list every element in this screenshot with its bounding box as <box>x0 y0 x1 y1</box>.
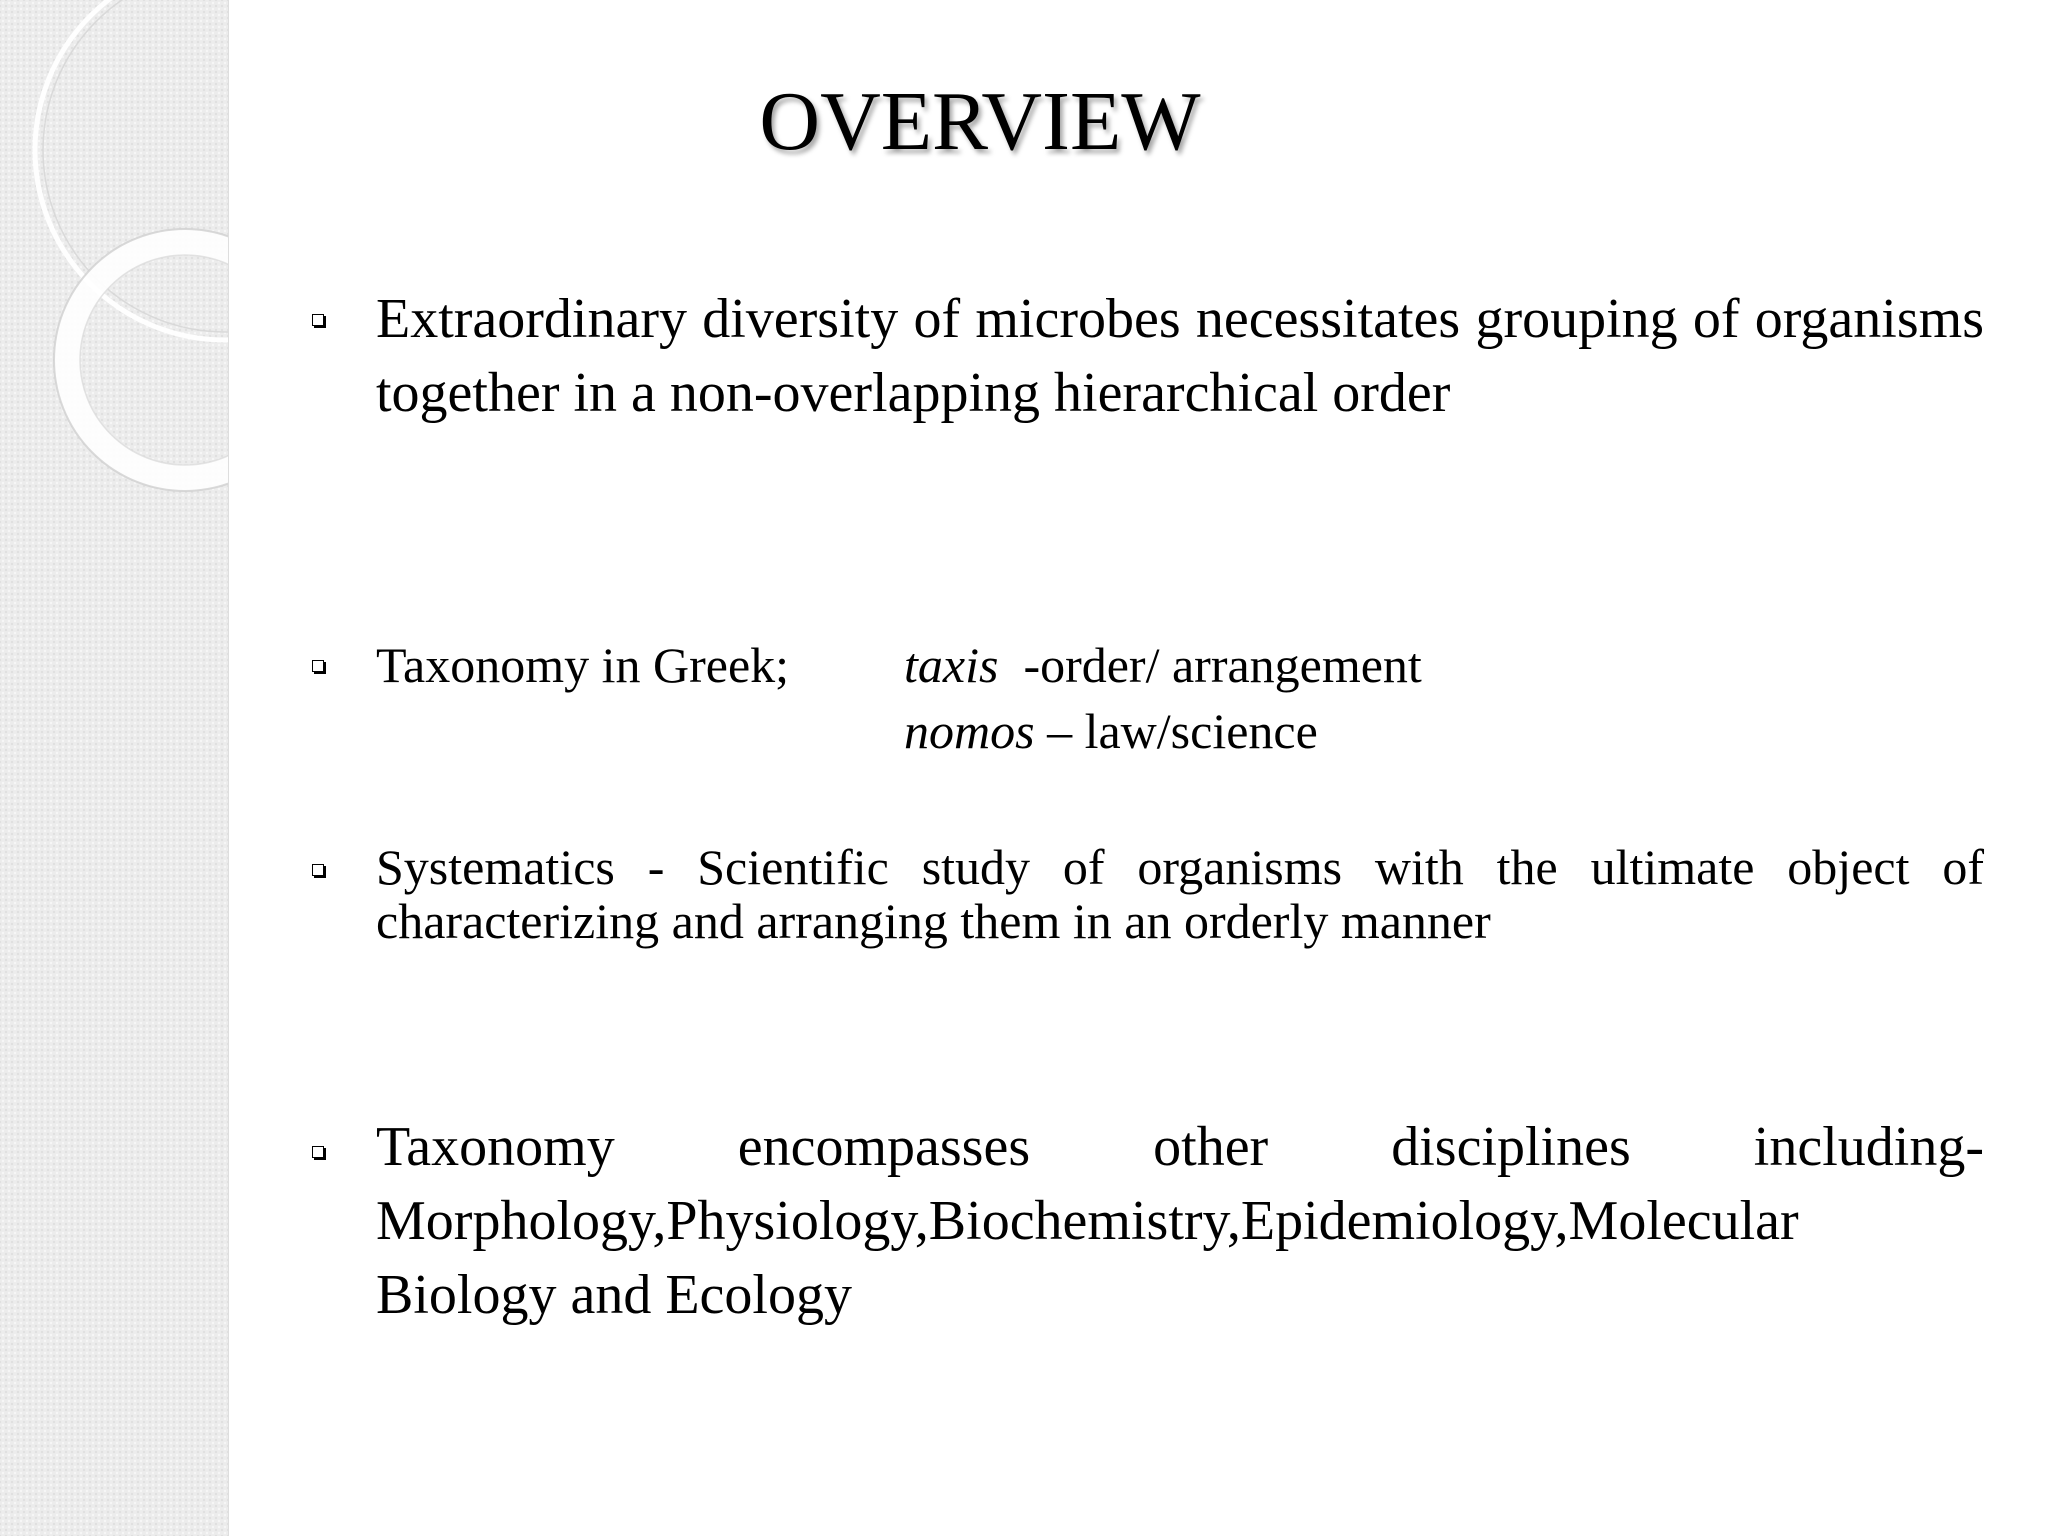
word: Taxonomy <box>376 1116 615 1178</box>
square-bullet-icon <box>312 660 324 672</box>
decorative-rings-graphic <box>0 0 228 520</box>
greek-def-nomos: – law/science <box>1047 703 1318 759</box>
bullet-disciplines <box>376 1110 1984 1332</box>
bullet-diversity-text: Extraordinary diversity of microbes necessitates grouping of organisms together in a non-overlapping hierarchical order <box>376 288 1984 424</box>
disciplines-line-2: Morphology,Physiology,Biochemistry,Epidemiology,Molecular <box>376 1190 1799 1252</box>
greek-row-nomos <box>904 698 1318 764</box>
disciplines-line-3: Biology and Ecology <box>376 1264 852 1326</box>
bullet-taxonomy-greek <box>376 632 1984 759</box>
taxonomy-greek-lead: Taxonomy in Greek; <box>376 637 790 693</box>
word: other <box>1153 1116 1269 1178</box>
square-bullet-icon <box>312 1146 324 1158</box>
square-bullet-icon <box>312 864 324 876</box>
greek-def-taxis: -order/ arrangement <box>1023 637 1422 693</box>
word: disciplines <box>1391 1116 1631 1178</box>
word: including- <box>1753 1116 1984 1178</box>
disciplines-line-1 <box>376 1110 1984 1184</box>
slide-title: OVERVIEW <box>759 75 1201 168</box>
square-bullet-icon <box>312 314 324 326</box>
decorative-side-panel <box>0 0 229 1536</box>
word: encompasses <box>737 1116 1031 1178</box>
greek-term-taxis: taxis <box>904 637 999 693</box>
greek-row-taxis <box>904 632 1422 698</box>
bullet-systematics-text: Systematics - Scientific study of organisms with the ultimate object of characterizing and arranging them in an orderly manner <box>376 839 1984 949</box>
greek-term-nomos: nomos <box>904 703 1035 759</box>
